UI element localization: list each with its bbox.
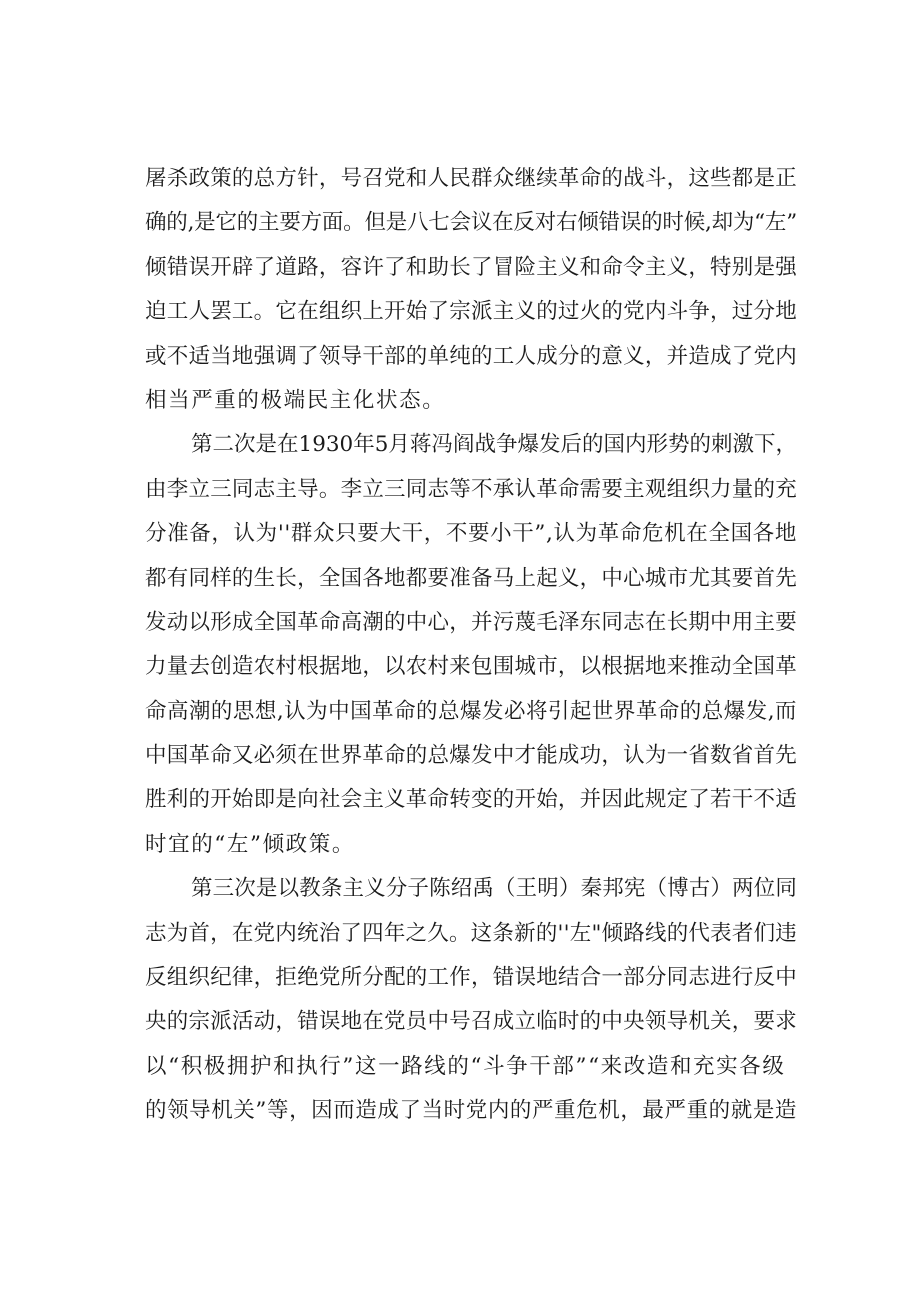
text-line: 央的宗派活动，错误地在党员中号召成立临时的中央领导机关，要求 <box>145 1009 797 1035</box>
text-line: 命高潮的思想,认为中国革命的总爆发必将引起世界革命的总爆发,而 <box>145 698 797 724</box>
text-line: 的领导机关”等，因而造成了当时党内的严重危机，最严重的就是造 <box>145 1098 797 1124</box>
paragraph-2 <box>145 423 797 867</box>
text-line: 反组织纪律，拒绝党所分配的工作，错误地结合一部分同志进行反中 <box>145 965 797 991</box>
text-line: 时宜的“左”倾政策。 <box>145 831 355 857</box>
text-line: 都有同样的生长，全国各地都要准备马上起义，中心城市尤其要首先 <box>145 565 797 591</box>
text-line: 或不适当地强调了领导干部的单纯的工人成分的意义，并造成了党内 <box>145 343 797 369</box>
text-line: 发动以形成全国革命高潮的中心，并污蔑毛泽东同志在长期中用主要 <box>145 609 797 635</box>
paragraph-3 <box>145 867 797 1133</box>
text-line: 中国革命又必须在世界革命的总爆发中才能成功，认为一省数省首先 <box>145 743 797 769</box>
text-line: 倾错误开辟了道路，容许了和助长了冒险主义和命令主义，特别是强 <box>145 254 797 280</box>
text-line: 屠杀政策的总方针，号召党和人民群众继续革命的战斗，这些都是正 <box>145 166 797 191</box>
text-line: 第二次是在1930年5月蒋冯阎战争爆发后的国内形势的刺激下， <box>191 432 797 458</box>
text-line: 迫工人罢工。它在组织上开始了宗派主义的过火的党内斗争，过分地 <box>145 299 797 325</box>
text-line: 以“积极拥护和执行”这一路线的“斗争干部”“来改造和充实各级 <box>145 1053 786 1079</box>
paragraph-1 <box>145 157 797 423</box>
text-line: 力量去创造农村根据地，以农村来包围城市，以根据地来推动全国革 <box>145 654 797 680</box>
text-line: 相当严重的极端民主化状态。 <box>145 387 446 413</box>
text-line: 由李立三同志主导。李立三同志等不承认革命需要主观组织力量的充 <box>145 476 797 502</box>
text-line: 胜利的开始即是向社会主义革命转变的开始，并因此规定了若干不适 <box>145 787 797 813</box>
document-page <box>145 157 797 1134</box>
text-line: 分准备，认为''群众只要大干，不要小干”,认为革命危机在全国各地 <box>145 521 797 547</box>
text-line: 志为首，在党内统治了四年之久。这条新的''左"倾路线的代表者们违 <box>145 920 797 946</box>
text-line: 确的,是它的主要方面。但是八七会议在反对右倾错误的时候,却为“左” <box>145 210 797 236</box>
text-line: 第三次是以教条主义分子陈绍禹（王明）秦邦宪（博古）两位同 <box>191 876 797 902</box>
